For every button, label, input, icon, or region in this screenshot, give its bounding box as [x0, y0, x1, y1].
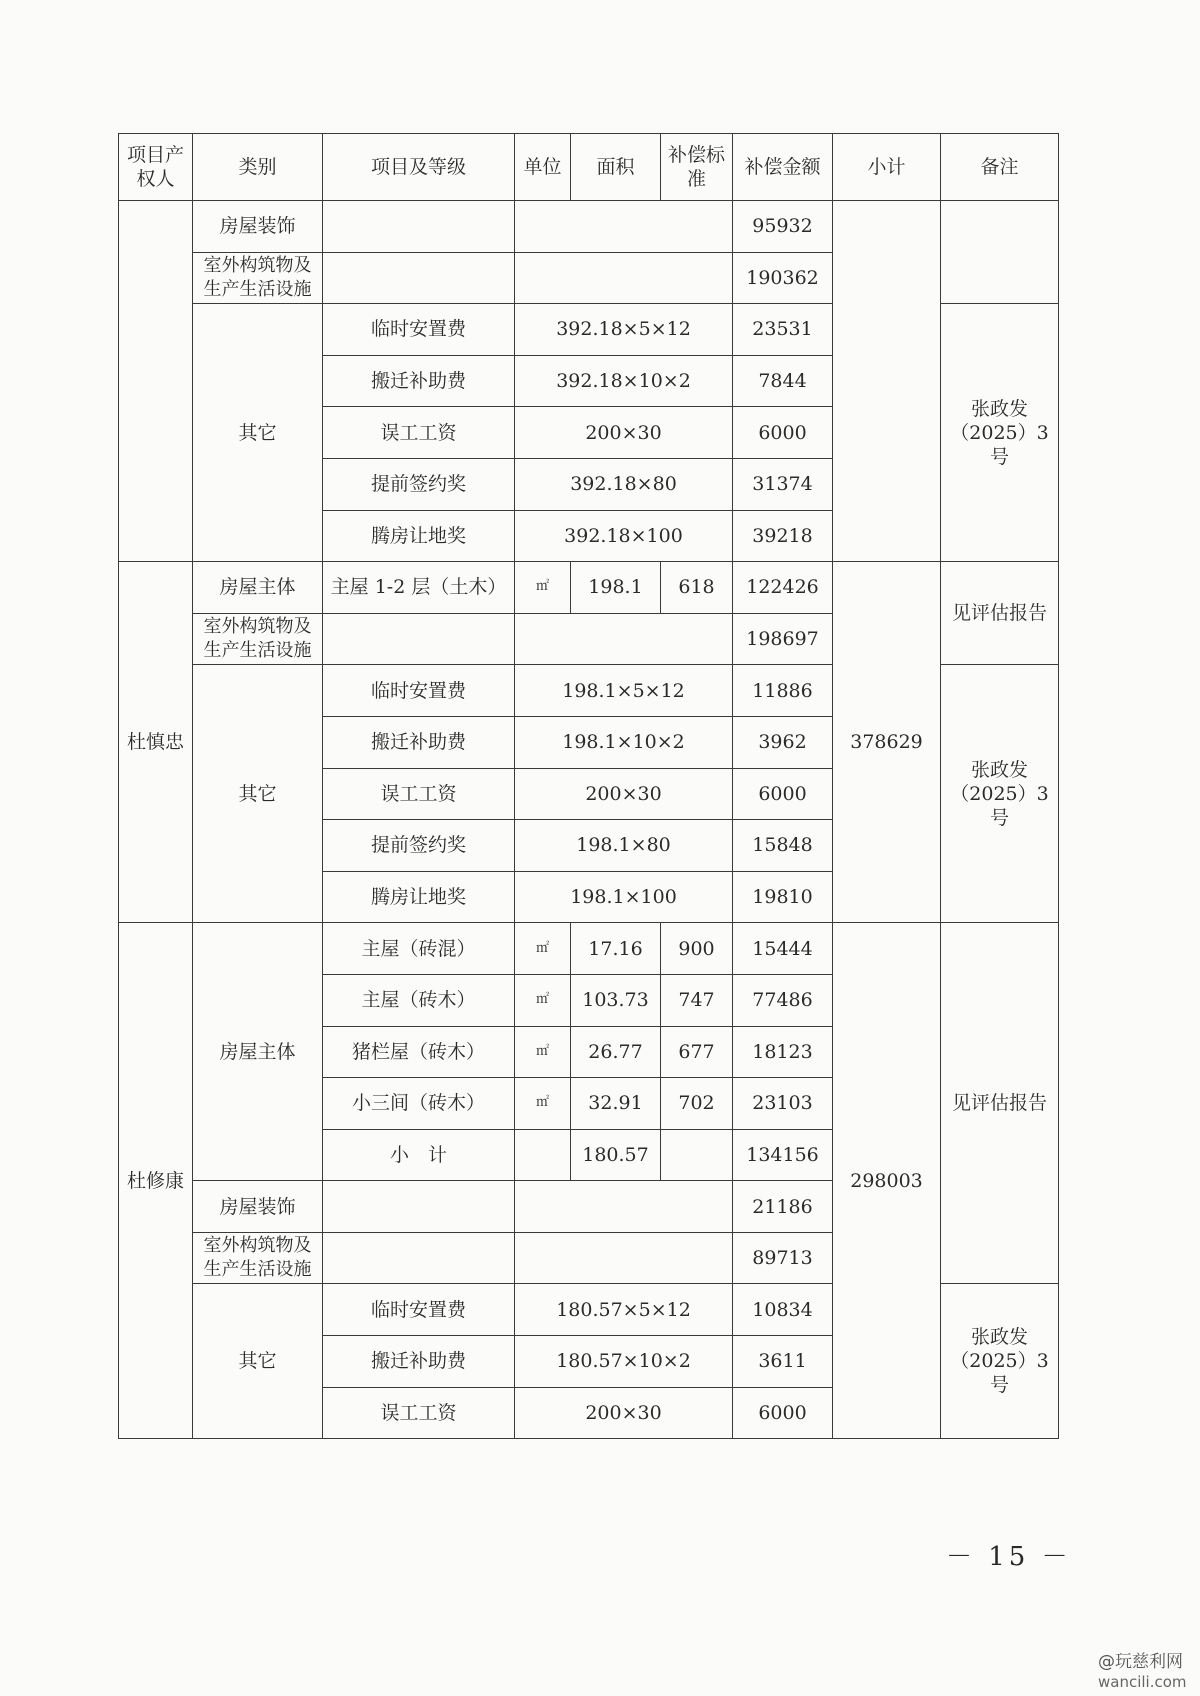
- category-cell: 房屋装饰: [193, 201, 323, 253]
- amount-cell: 190362: [733, 252, 833, 304]
- area-cell: 26.77: [571, 1026, 661, 1078]
- amount-cell: 6000: [733, 768, 833, 820]
- table-row: [119, 562, 1059, 614]
- header-area: 面积: [571, 134, 661, 201]
- remark-cell: 见评估报告: [941, 923, 1059, 1284]
- header-row: [119, 134, 1059, 201]
- unit-cell: ㎡: [515, 974, 571, 1026]
- owner-cell-blank: [119, 201, 193, 562]
- amount-cell: 7844: [733, 355, 833, 407]
- standard-cell: 618: [661, 562, 733, 614]
- item-cell: 主屋（砖木）: [323, 974, 515, 1026]
- item-cell: 误工工资: [323, 407, 515, 459]
- subtotal-cell-blank: [833, 201, 941, 562]
- formula-cell: 180.57×5×12: [515, 1284, 733, 1336]
- item-cell: 临时安置费: [323, 1284, 515, 1336]
- category-cell: 房屋主体: [193, 923, 323, 1181]
- table-row: [119, 201, 1059, 253]
- item-cell: 提前签约奖: [323, 820, 515, 872]
- category-cell: 其它: [193, 1284, 323, 1439]
- formula-cell: 200×30: [515, 1387, 733, 1439]
- watermark-line1: @玩慈利网: [1098, 1652, 1183, 1672]
- item-cell: 误工工资: [323, 768, 515, 820]
- item-cell: 主屋（砖混）: [323, 923, 515, 975]
- formula-cell: 198.1×5×12: [515, 665, 733, 717]
- unit-cell: ㎡: [515, 1078, 571, 1130]
- area-cell: 198.1: [571, 562, 661, 614]
- item-cell: 腾房让地奖: [323, 871, 515, 923]
- subtotal-cell: 378629: [833, 562, 941, 923]
- formula-cell: 392.18×5×12: [515, 304, 733, 356]
- category-cell: 其它: [193, 665, 323, 923]
- category-cell: 室外构筑物及生产生活设施: [193, 1232, 323, 1284]
- area-cell: 103.73: [571, 974, 661, 1026]
- formula-cell: 392.18×80: [515, 458, 733, 510]
- remark-cell-blank: [941, 201, 1059, 304]
- amount-cell: 39218: [733, 510, 833, 562]
- category-cell: 房屋主体: [193, 562, 323, 614]
- unit-cell: ㎡: [515, 562, 571, 614]
- formula-cell: 392.18×10×2: [515, 355, 733, 407]
- formula-cell: [515, 613, 733, 665]
- remark-cell: 张政发（2025）3号: [941, 665, 1059, 923]
- watermark-line2: wancili.com: [1098, 1673, 1187, 1691]
- standard-cell: [661, 1129, 733, 1181]
- formula-cell: [515, 252, 733, 304]
- header-remark: 备注: [941, 134, 1059, 201]
- remark-cell: 见评估报告: [941, 562, 1059, 665]
- item-cell: 搬迁补助费: [323, 1336, 515, 1388]
- header-standard: 补偿标准: [661, 134, 733, 201]
- amount-cell: 122426: [733, 562, 833, 614]
- amount-cell: 95932: [733, 201, 833, 253]
- area-cell: 32.91: [571, 1078, 661, 1130]
- item-cell: 搬迁补助费: [323, 355, 515, 407]
- item-cell: 搬迁补助费: [323, 716, 515, 768]
- amount-cell: 19810: [733, 871, 833, 923]
- category-cell: 室外构筑物及生产生活设施: [193, 613, 323, 665]
- formula-cell: 198.1×10×2: [515, 716, 733, 768]
- amount-cell: 3962: [733, 716, 833, 768]
- amount-cell: 6000: [733, 1387, 833, 1439]
- compensation-table: [118, 133, 1059, 1439]
- owner-cell: 杜慎忠: [119, 562, 193, 923]
- amount-cell: 11886: [733, 665, 833, 717]
- item-cell: 小三间（砖木）: [323, 1078, 515, 1130]
- table-row: [119, 923, 1059, 975]
- item-cell: 腾房让地奖: [323, 510, 515, 562]
- owner-cell: 杜修康: [119, 923, 193, 1439]
- standard-cell: 900: [661, 923, 733, 975]
- subtotal-cell: 298003: [833, 923, 941, 1439]
- standard-cell: 747: [661, 974, 733, 1026]
- item-cell: [323, 252, 515, 304]
- unit-cell: [515, 1129, 571, 1181]
- amount-cell: 15848: [733, 820, 833, 872]
- item-cell: 猪栏屋（砖木）: [323, 1026, 515, 1078]
- category-cell: 室外构筑物及生产生活设施: [193, 252, 323, 304]
- formula-cell: 200×30: [515, 407, 733, 459]
- amount-cell: 23531: [733, 304, 833, 356]
- area-cell: 180.57: [571, 1129, 661, 1181]
- amount-cell: 77486: [733, 974, 833, 1026]
- formula-cell: 200×30: [515, 768, 733, 820]
- header-subtotal: 小计: [833, 134, 941, 201]
- header-owner: 项目产权人: [119, 134, 193, 201]
- amount-cell: 18123: [733, 1026, 833, 1078]
- amount-cell: 23103: [733, 1078, 833, 1130]
- category-cell: 其它: [193, 304, 323, 562]
- header-category: 类别: [193, 134, 323, 201]
- standard-cell: 677: [661, 1026, 733, 1078]
- formula-cell: 392.18×100: [515, 510, 733, 562]
- page-number: － 15 －: [946, 1542, 1072, 1572]
- header-item: 项目及等级: [323, 134, 515, 201]
- amount-cell: 89713: [733, 1232, 833, 1284]
- amount-cell: 3611: [733, 1336, 833, 1388]
- formula-cell: [515, 201, 733, 253]
- unit-cell: ㎡: [515, 1026, 571, 1078]
- unit-cell: ㎡: [515, 923, 571, 975]
- item-cell: [323, 201, 515, 253]
- item-cell: [323, 1181, 515, 1233]
- item-cell: [323, 613, 515, 665]
- amount-cell: 6000: [733, 407, 833, 459]
- category-cell: 房屋装饰: [193, 1181, 323, 1233]
- item-cell: 提前签约奖: [323, 458, 515, 510]
- amount-cell: 21186: [733, 1181, 833, 1233]
- formula-cell: [515, 1232, 733, 1284]
- item-cell: 临时安置费: [323, 304, 515, 356]
- item-cell: 主屋 1-2 层（土木）: [323, 562, 515, 614]
- amount-cell: 198697: [733, 613, 833, 665]
- item-cell: 临时安置费: [323, 665, 515, 717]
- formula-cell: [515, 1181, 733, 1233]
- standard-cell: 702: [661, 1078, 733, 1130]
- item-cell: [323, 1232, 515, 1284]
- area-cell: 17.16: [571, 923, 661, 975]
- header-unit: 单位: [515, 134, 571, 201]
- amount-cell: 134156: [733, 1129, 833, 1181]
- watermark: [1098, 1652, 1187, 1692]
- header-amount: 补偿金额: [733, 134, 833, 201]
- amount-cell: 15444: [733, 923, 833, 975]
- formula-cell: 198.1×100: [515, 871, 733, 923]
- remark-cell: 张政发（2025）3号: [941, 304, 1059, 562]
- formula-cell: 198.1×80: [515, 820, 733, 872]
- formula-cell: 180.57×10×2: [515, 1336, 733, 1388]
- item-cell: 小 计: [323, 1129, 515, 1181]
- item-cell: 误工工资: [323, 1387, 515, 1439]
- remark-cell: 张政发（2025）3号: [941, 1284, 1059, 1439]
- amount-cell: 10834: [733, 1284, 833, 1336]
- amount-cell: 31374: [733, 458, 833, 510]
